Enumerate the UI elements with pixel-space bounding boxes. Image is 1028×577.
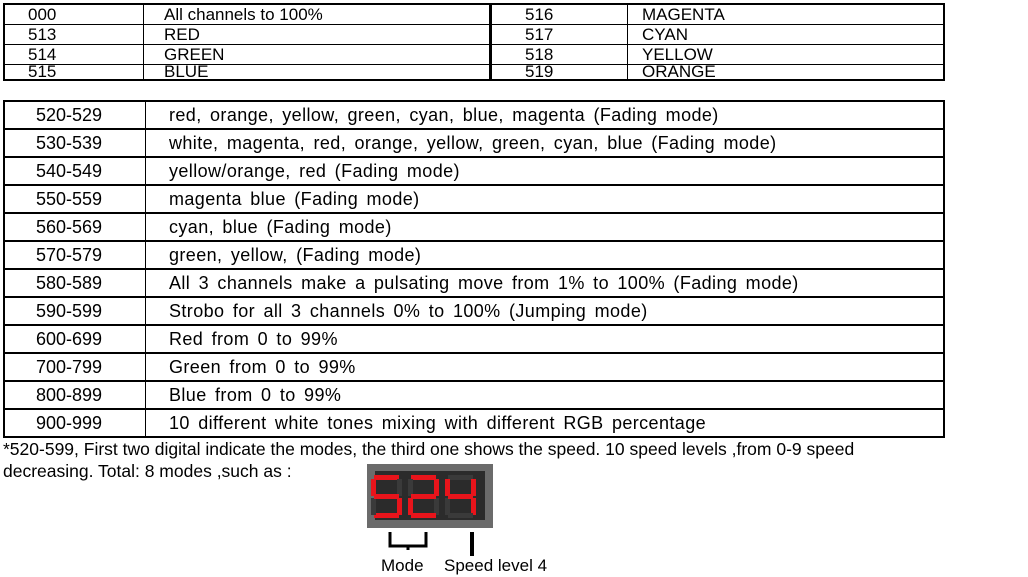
- mode-range-row: [4, 409, 944, 437]
- color-code-row: [4, 65, 944, 81]
- color-code-row: [4, 45, 944, 65]
- led-segment: [411, 494, 436, 499]
- color-code: 513: [4, 25, 144, 45]
- mode-description: magenta blue (Fading mode): [146, 185, 945, 213]
- color-code-row: [4, 25, 944, 45]
- mode-range-table: [3, 100, 945, 438]
- led-segment: [434, 498, 439, 515]
- mode-range-value: 530-539: [4, 129, 146, 157]
- led-segment: [411, 475, 436, 480]
- mode-range-value: 580-589: [4, 269, 146, 297]
- led-display: [367, 464, 493, 528]
- mode-description: yellow/orange, red (Fading mode): [146, 157, 945, 185]
- speed-note-line-1: *520-599, First two digital indicate the modes, the third one shows the speed. 10 speed levels ,from 0-9 speed: [3, 439, 855, 459]
- led-segment: [397, 498, 402, 515]
- led-segment: [408, 498, 413, 515]
- mode-description: Blue from 0 to 99%: [146, 381, 945, 409]
- mode-range-row: [4, 213, 944, 241]
- mode-range-row: [4, 157, 944, 185]
- color-name: CYAN: [628, 25, 945, 45]
- led-segment: [411, 513, 436, 518]
- mode-description: Green from 0 to 99%: [146, 353, 945, 381]
- led-segment: [445, 498, 450, 515]
- mode-range-value: 900-999: [4, 409, 146, 437]
- mode-range-row: [4, 269, 944, 297]
- mode-description: cyan, blue (Fading mode): [146, 213, 945, 241]
- mode-description: 10 different white tones mixing with different RGB percentage: [146, 409, 945, 437]
- color-name: MAGENTA: [628, 4, 945, 25]
- led-digit: [444, 475, 477, 519]
- mode-range-value: 800-899: [4, 381, 146, 409]
- color-name: RED: [144, 25, 491, 45]
- led-digit: [407, 475, 440, 519]
- color-code: 514: [4, 45, 144, 65]
- color-code: 000: [4, 4, 144, 25]
- led-segment: [434, 479, 439, 496]
- color-name: YELLOW: [628, 45, 945, 65]
- mode-description: red, orange, yellow, green, cyan, blue, magenta (Fading mode): [146, 101, 945, 129]
- color-name: BLUE: [144, 65, 491, 81]
- led-display-window: [375, 471, 485, 520]
- led-segment: [371, 498, 376, 515]
- mode-range-value: 590-599: [4, 297, 146, 325]
- led-segment: [371, 479, 376, 496]
- mode-range-value: 550-559: [4, 185, 146, 213]
- speed-level-label: Speed level 4: [444, 556, 548, 575]
- mode-range-row: [4, 241, 944, 269]
- led-segment: [374, 494, 399, 499]
- color-code-table: [3, 3, 945, 81]
- color-code: 518: [491, 45, 628, 65]
- mode-range-row: [4, 297, 944, 325]
- mode-range-value: 520-529: [4, 101, 146, 129]
- color-code: 515: [4, 65, 144, 81]
- mode-description: All 3 channels make a pulsating move from 1% to 100% (Fading mode): [146, 269, 945, 297]
- mode-description: white, magenta, red, orange, yellow, green, cyan, blue (Fading mode): [146, 129, 945, 157]
- mode-range-value: 600-699: [4, 325, 146, 353]
- color-code-row: [4, 4, 944, 25]
- led-segment: [374, 513, 399, 518]
- led-segment: [374, 475, 399, 480]
- led-digit: [370, 475, 403, 519]
- led-segment: [448, 494, 473, 499]
- color-code: 516: [491, 4, 628, 25]
- color-name: All channels to 100%: [144, 4, 491, 25]
- led-segment: [408, 479, 413, 496]
- mode-range-value: 560-569: [4, 213, 146, 241]
- mode-range-row: [4, 353, 944, 381]
- color-code: 519: [491, 65, 628, 81]
- mode-range-row: [4, 129, 944, 157]
- speed-note: [3, 438, 1028, 482]
- mode-range-row: [4, 381, 944, 409]
- mode-description: Red from 0 to 99%: [146, 325, 945, 353]
- mode-range-value: 540-549: [4, 157, 146, 185]
- mode-label: Mode: [381, 556, 424, 575]
- led-segment: [471, 498, 476, 515]
- mode-range-row: [4, 325, 944, 353]
- mode-range-table-body: [4, 101, 944, 437]
- color-name: ORANGE: [628, 65, 945, 81]
- mode-range-value: 570-579: [4, 241, 146, 269]
- led-segment: [448, 513, 473, 518]
- color-code: 517: [491, 25, 628, 45]
- led-segment: [471, 479, 476, 496]
- speed-note-line-2: decreasing. Total: 8 modes ,such as :: [3, 461, 292, 481]
- mode-bracket: [388, 532, 428, 550]
- color-name: GREEN: [144, 45, 491, 65]
- mode-range-value: 700-799: [4, 353, 146, 381]
- mode-description: green, yellow, (Fading mode): [146, 241, 945, 269]
- led-segment: [445, 479, 450, 496]
- mode-range-row: [4, 101, 944, 129]
- color-code-table-body: [4, 4, 944, 80]
- mode-description: Strobo for all 3 channels 0% to 100% (Jumping mode): [146, 297, 945, 325]
- mode-range-row: [4, 185, 944, 213]
- led-segment: [448, 475, 473, 480]
- speed-indicator-line: [470, 532, 474, 556]
- led-segment: [397, 479, 402, 496]
